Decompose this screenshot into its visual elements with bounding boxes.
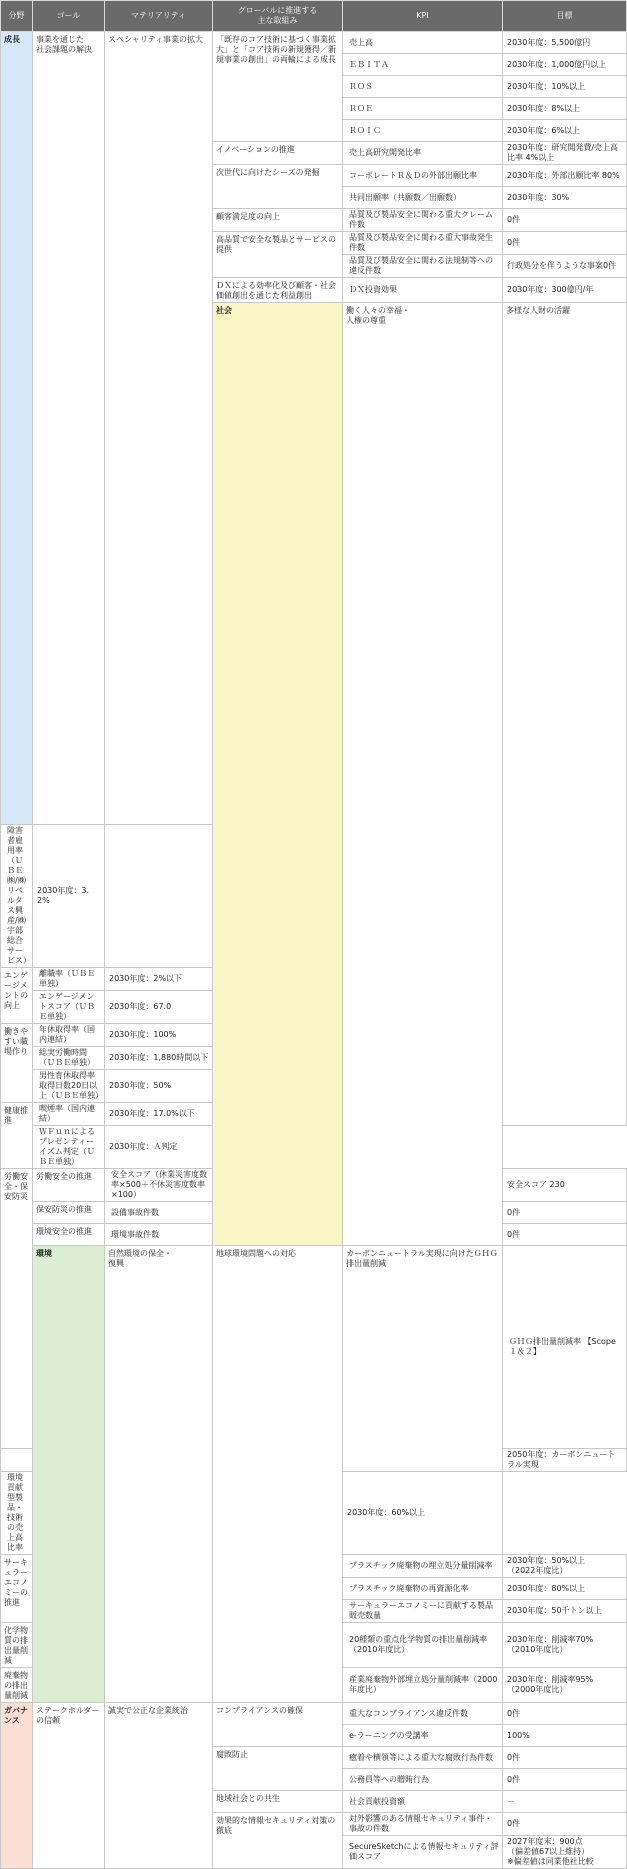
initiative-cell: 健康推進	[1, 1103, 33, 1169]
kpi-cell: 産業廃棄物外部埋立処分量削減率（2000年度比）	[343, 1668, 503, 1703]
target-cell: 2030年度：50%	[105, 1070, 213, 1103]
kpi-cell: ＲＯＩＣ	[343, 120, 503, 142]
kpi-cell: 売上高	[343, 32, 503, 54]
table-row	[1, 1246, 627, 1449]
header-goal: ゴール	[33, 1, 105, 32]
target-cell: 0件	[503, 1224, 627, 1246]
kpi-cell: プラスチック廃棄物の埋立処分量削減率	[343, 1555, 503, 1578]
header-target: 目標	[503, 1, 627, 32]
kpi-cell: サーキュラーエコノミーに貢献する製品販売数量	[343, 1600, 503, 1623]
kpi-cell: エンゲージメントスコア（ＵＢＥ単独）	[33, 991, 105, 1024]
target-cell: 0件	[503, 1747, 627, 1769]
kpi-cell: 環境貢献型製品・技術の売上高比率	[1, 1472, 33, 1555]
target-cell: 2030年度：10%以上	[503, 76, 627, 98]
initiative-cell: 化学物質の排出量削減	[1, 1623, 33, 1668]
goal-cell: 自然環境の保全・ 復興	[105, 1246, 213, 1703]
target-cell: 2030年度：削減率70% （2010年度比）	[503, 1623, 627, 1668]
kpi-cell: 癒着や横領等による重大な腐敗行為件数	[343, 1747, 503, 1769]
kpi-cell: 総実労働時間（ＵＢＥ単独）	[33, 1047, 105, 1070]
materiality-cell: 誠実で公正な企業統治	[105, 1703, 213, 1869]
initiative-cell: ＤＸによる効率化及び顧客・社会価値創出を通じた利益創出	[213, 278, 343, 303]
target-cell: 0件	[503, 1703, 627, 1725]
initiative-cell: 高品質で安全な製品とサービスの提供	[213, 232, 343, 278]
target-cell: 0件	[503, 232, 627, 255]
initiative-cell: カーボンニュートラル実現に向けたＧＨＧ排出量削減	[343, 1246, 503, 1472]
kpi-cell: ＧＨＧ排出量削減率 【Scope１＆２】	[503, 1246, 627, 1449]
initiative-cell: 廃棄物の排出量削減	[1, 1668, 33, 1703]
table-row	[1, 1703, 627, 1725]
goal-cell: 働く人々の幸福・ 人権の尊重	[343, 303, 503, 1246]
target-cell: 2030年度：Ａ判定	[105, 1126, 213, 1169]
target-cell: 安全スコア 230	[503, 1169, 627, 1202]
kpi-cell: コーポレートＲ＆Ｄの外部出願比率	[343, 165, 503, 187]
target-cell: 0件	[503, 1813, 627, 1836]
materiality-cell: 多様な人財の活躍	[503, 303, 627, 1126]
target-cell: 2030年度：6%以上	[503, 120, 627, 142]
initiative-cell: イノベーションの推進	[213, 142, 343, 165]
kpi-cell: SecureSketchによる情報セキュリティ評価スコア	[343, 1836, 503, 1869]
kpi-cell: 離職率（ＵＢＥ単独）	[33, 968, 105, 991]
target-cell: 2030年度：100%	[105, 1024, 213, 1047]
target-cell: 2030年度：1,880時間以下	[105, 1047, 213, 1070]
target-cell: 2030年度：80%以上	[503, 1578, 627, 1600]
category-cell: 成長	[1, 32, 33, 825]
category-cell: 社会	[213, 303, 343, 1246]
kpi-cell: 設備事故件数	[105, 1202, 213, 1224]
kpi-cell: ＥＢＩＴＡ	[343, 54, 503, 76]
initiative-cell: 地域社会との共生	[213, 1791, 343, 1813]
target-cell: 2030年度：50%以上 （2022年度比）	[503, 1555, 627, 1578]
header-row	[1, 1, 627, 32]
target-cell: 2030年度：削減率95% （2000年度比）	[503, 1668, 627, 1703]
kpi-cell: ＲＯＥ	[343, 98, 503, 120]
kpi-cell: 障害者雇用率（ＵＢＥ㈱/㈱リベルタス興産/㈱宇部総合サービス）	[1, 825, 33, 968]
target-cell: 2030年度：外部出願比率 80%	[503, 165, 627, 187]
kpi-cell: ＲＯＳ	[343, 76, 503, 98]
kpi-cell: ＤＸ投資効果	[343, 278, 503, 303]
target-cell: 2030年度：50千トン以上	[503, 1600, 627, 1623]
initiative-cell: 労働安全の推進	[33, 1169, 105, 1202]
initiative-cell: コンプライアンスの確保	[213, 1703, 343, 1747]
kpi-cell: ＷＦｕｎによるプレゼンティーイズム判定（ＵＢＥ単独）	[33, 1126, 105, 1169]
goal-cell: 事業を通じた 社会課題の解決	[33, 32, 105, 825]
target-cell: 2030年度：30%	[503, 187, 627, 209]
target-cell: 2027年度末：900点 （偏差値67以上維持） ※偏差値は同業他社比較	[503, 1836, 627, 1869]
kpi-cell: 年休取得率（国内連結）	[33, 1024, 105, 1047]
target-cell: 行政処分を伴うような事案0件	[503, 255, 627, 278]
kpi-cell	[1, 1449, 33, 1472]
target-cell: 2030年度：60%以上	[343, 1472, 503, 1555]
target-cell: 2030年度：2%以下	[105, 968, 213, 991]
kpi-cell: 品質及び製品安全に関わる重大クレーム件数	[343, 209, 503, 232]
target-cell: 2050年度：カーボンニュートラル実現	[503, 1449, 627, 1472]
materiality-cell: 地球環境問題への対応	[213, 1246, 343, 1703]
kpi-cell: e-ラーニングの受講率	[343, 1725, 503, 1747]
initiative-cell: 顧客満足度の向上	[213, 209, 343, 232]
kpi-cell: 共同出願率（共願数／出願数）	[343, 187, 503, 209]
goal-cell: ステークホルダーの信頼	[33, 1703, 105, 1869]
target-cell: 2030年度：研究開発費/売上高比率 4%以上	[503, 142, 627, 165]
initiative-cell: 次世代に向けたシーズの発掘	[213, 165, 343, 209]
kpi-cell: プラスチック廃棄物の再資源化率	[343, 1578, 503, 1600]
initiative-cell: サーキュラーエコノミーの推進	[1, 1555, 33, 1623]
materiality-cell: スペシャリティ事業の拡大	[105, 32, 213, 825]
kpi-cell: 品質及び製品安全に関わる法規制等への違反件数	[343, 255, 503, 278]
target-cell: 100%	[503, 1725, 627, 1747]
kpi-cell: 安全スコア（休業災害度数率×500＋不休災害度数率×100）	[105, 1169, 213, 1202]
target-cell: 2030年度：17.0%以下	[105, 1103, 213, 1126]
header-materiality: マテリアリティ	[105, 1, 213, 32]
initiative-cell: エンゲージメントの向上	[1, 968, 33, 1024]
target-cell: 2030年度：8%以上	[503, 98, 627, 120]
kpi-cell: 20種類の重点化学物質の排出量削減率（2010年度比）	[343, 1623, 503, 1668]
kpi-cell: 社会貢献投資額	[343, 1791, 503, 1813]
category-cell: ガバナンス	[1, 1703, 33, 1869]
header-global-initiatives: グローバルに推進する 主な取組み	[213, 1, 343, 32]
kpi-cell: 男性育休取得率 取得日数20日以上（ＵＢＥ単独）	[33, 1070, 105, 1103]
initiative-cell: 保安防災の推進	[33, 1202, 105, 1224]
target-cell: 2030年度：5,500億円	[503, 32, 627, 54]
target-cell: 0件	[503, 1202, 627, 1224]
header-kpi: KPI	[343, 1, 503, 32]
kpi-cell: 品質及び製品安全に関わる重大事故発生件数	[343, 232, 503, 255]
target-cell: 2030年度：67.0	[105, 991, 213, 1024]
kpi-cell: 対外影響のある情報セキュリティ事件・事故の件数	[343, 1813, 503, 1836]
initiative-cell: 腐敗防止	[213, 1747, 343, 1791]
category-cell: 環境	[33, 1246, 105, 1703]
materiality-cell: 労働安全・保安防災	[1, 1169, 33, 1449]
kpi-cell: 重大なコンプライアンス違反件数	[343, 1703, 503, 1725]
header-category: 分野	[1, 1, 33, 32]
initiative-cell: 「既存のコア技術に基づく事業拡大」と「コア技術の新規獲得／新規事業の創出」の両輪による成長	[213, 32, 343, 142]
initiative-cell: 効果的な情報セキュリティ対策の徹底	[213, 1813, 343, 1869]
kpi-cell: 公務員等への贈賄行為	[343, 1769, 503, 1791]
initiative-cell: 働きやすい職場作り	[1, 1024, 33, 1103]
target-cell: 0件	[503, 209, 627, 232]
target-cell: －	[503, 1791, 627, 1813]
target-cell: 2030年度：3.2%	[33, 825, 105, 968]
target-cell: 2030年度：1,000億円以上	[503, 54, 627, 76]
kpi-cell: 売上高研究開発比率	[343, 142, 503, 165]
target-cell: 2030年度：300億円/年	[503, 278, 627, 303]
table-row	[1, 32, 627, 54]
kpi-cell: 環境事故件数	[105, 1224, 213, 1246]
kpi-cell: 喫煙率（国内連結）	[33, 1103, 105, 1126]
target-cell: 0件	[503, 1769, 627, 1791]
initiative-cell: 環境安全の推進	[33, 1224, 105, 1246]
